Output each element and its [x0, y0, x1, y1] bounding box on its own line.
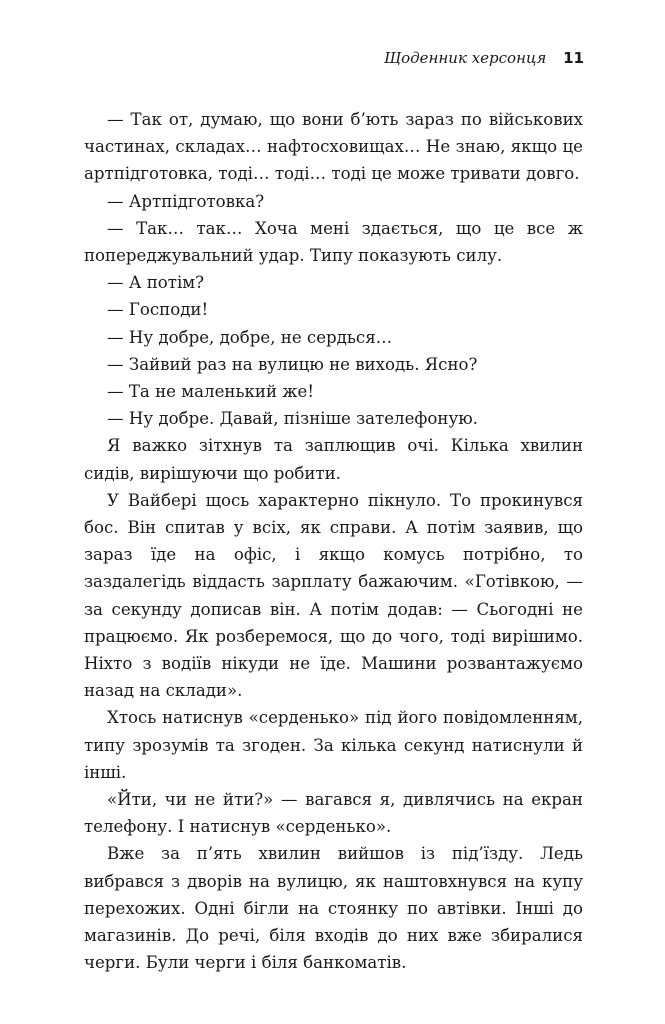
paragraph: Хтось натиснув «серденько» під його повідомленням, типу зрозумів та згоден. За кілька секунд натиснули й інші. — [84, 708, 583, 782]
paragraph: — Та не маленький же! — [107, 382, 315, 402]
book-title: Щоденник херсонця — [384, 49, 547, 67]
paragraph: — А потім? — [107, 273, 205, 293]
paragraph: — Артпідготовка? — [107, 191, 265, 211]
page-number: 11 — [563, 49, 584, 67]
paragraph: «Йти, чи не йти?» — вагався я, дивлячись на екран телефону. І натиснув «серденько». — [84, 790, 583, 837]
paragraph: — Так… так… Хоча мені здається, що це все ж попереджувальний удар. Типу показують силу. — [84, 218, 583, 266]
running-header — [384, 48, 584, 68]
paragraph: — Ну добре. Давай, пізніше зателефоную. — [107, 409, 478, 429]
paragraph: — Так от, думаю, що вони б’ють зараз по військових частинах, складах… нафтосховищах… Не знаю, якщо це артпідготовка, тоді… тоді… тоді це може тривати довго. — [84, 110, 583, 184]
paragraph: Я важко зітхнув та заплющив очі. Кілька хвилин сидів, вирішуючи що робити. — [84, 436, 583, 483]
paragraph: — Зайвий раз на вулицю не виходь. Ясно? — [107, 354, 478, 374]
paragraph: У Вайбері щось характерно пікнуло. То прокинувся бос. Він спитав у всіх, як справи. А потім заявив, що зараз їде на офіс, і якщо комусь потрібно, то заздалегідь віддасть зарплату бажаючим. «Готівкою, — за секунду дописав він. А потім додав: — Сьогодні не працюємо. Як розберемося, що до чого, тоді вирішимо. Ніхто з водіїв нікуди не їде. Машини розвантажуємо назад на склади». — [84, 490, 583, 701]
paragraph: — Господи! — [107, 300, 209, 320]
body-text — [84, 106, 583, 977]
paragraph: — Ну добре, добре, не сердься… — [107, 327, 393, 347]
paragraph: Вже за п’ять хвилин вийшов із під’їзду. Ледь вибрався з дворів на вулицю, як наштовхнувся на купу перехожих. Одні бігли на стоянку по автівки. Інші до магазинів. До речі, біля входів до них вже збиралися черги. Були черги і біля банкоматів. — [84, 844, 583, 973]
